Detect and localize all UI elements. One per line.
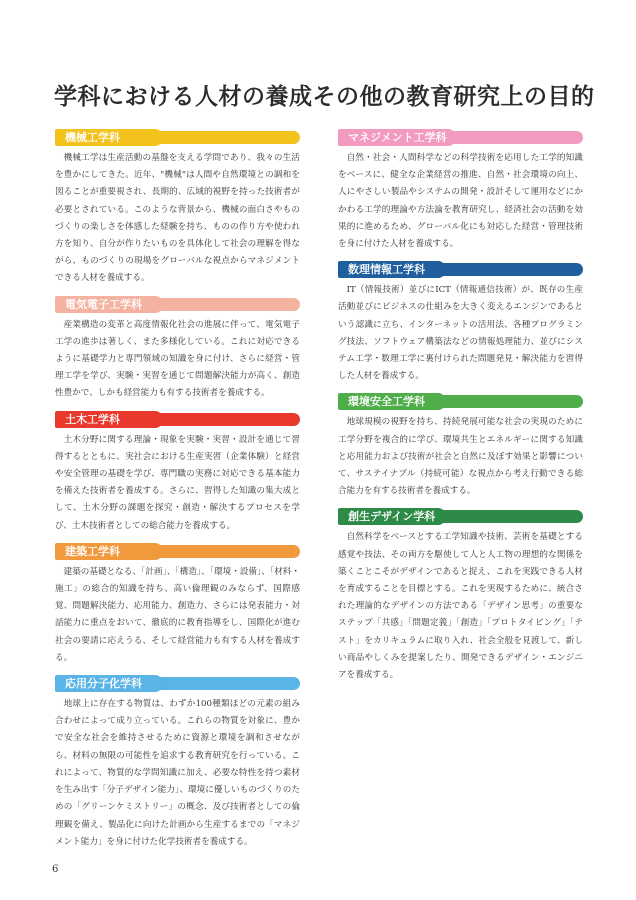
section-bar-chemistry xyxy=(55,677,300,690)
section-text-civil: 土木分野に関する理論・現象を実験・実習・設計を通じて習得するとともに、実社会における生産実習（企業体験）と経営や安全管理の基礎を学び、専門職の実務に対応できる基本能力を備えた技術者を養成する。さらに、習得した知識の集大成として、土木分野の課題を探究・創造・解決するプロセスを学び、土木技術者としての総合能力を養成する。 xyxy=(55,434,300,531)
section-text-management: 自然・社会・人間科学などの科学技術を応用した工学的知識をベースに、健全な企業経営の推進、自然・社会環境の向上、人にやさしい製品やシステムの開発・設計そして運用などにかかわる工学的理論や方法論を教育研究し、経済社会の活動を効果的に進めるため、グローバル化にも対応した経営・管理技術を身に付けた人材を養成する。 xyxy=(338,153,583,250)
page-title: 学科における人材の養成その他の教育研究上の目的 xyxy=(54,84,595,110)
section-heading-chemistry: 応用分子化学科 xyxy=(55,675,163,692)
section-environment xyxy=(338,395,583,500)
section-civil xyxy=(55,413,300,535)
section-heading-architecture: 建築工学科 xyxy=(55,543,163,560)
section-bar-architecture xyxy=(55,545,300,558)
section-bar-math xyxy=(338,263,583,276)
section-heading-environment: 環境安全工学科 xyxy=(338,393,446,410)
section-heading-mechanical: 機械工学科 xyxy=(55,129,163,146)
section-bar-design xyxy=(338,510,583,523)
section-bar-mechanical xyxy=(55,131,300,144)
section-bar-civil xyxy=(55,413,300,426)
section-bar-electrical xyxy=(55,298,300,311)
section-mechanical xyxy=(55,131,300,288)
section-architecture xyxy=(55,545,300,667)
left-column xyxy=(55,131,300,861)
section-heading-design: 創生デザイン学科 xyxy=(338,508,446,525)
section-text-chemistry: 地球上に存在する物質は、わずか100種類ほどの元素の組み合わせによって成り立っている。これらの物質を対象に、豊かで安全な社会を維持させるために資源と環境を調和させながら、材料の無限の可能性を追求する教育研究を行っている。これによって、物質的な学問知識に加え、必要な特性を持つ素材を生み出す「分子デザイン能力」、環境に優しいものづくりのための「グリーンケミストリー」の概念、及び技術者としての倫理観を備え、製品化に向けた計画から生産するまでの「マネジメント能力」を身に付けた化学技術者を養成する。 xyxy=(55,699,300,847)
section-electrical xyxy=(55,298,300,403)
section-design xyxy=(338,510,583,684)
section-heading-civil: 土木工学科 xyxy=(55,411,163,428)
section-math xyxy=(338,263,583,385)
page-number: 6 xyxy=(52,864,59,875)
right-column xyxy=(338,131,583,694)
section-text-architecture: 建築の基礎となる、「計画」、「構造」、「環境・設備」、「材料・施工」の総合的知識を持ち、高い倫理観のみならず、国際感覚、問題解決能力、応用能力、創造力、さらには発表能力・対話能力に重点をおいて、徹底的に教育指導をし、国際化が進む社会の要請に応えうる、そして経営能力も有する人材を養成する。 xyxy=(55,566,300,663)
section-heading-math: 数理情報工学科 xyxy=(338,261,446,278)
section-bar-management xyxy=(338,131,583,144)
section-text-math: IT（情報技術）並びにICT（情報通信技術）が、既存の生産活動並びにビジネスの仕組みを大きく変えるエンジンであるという認識に立ち、インターネットの活用法、各種プログラミング技法、ソフトウェア構築法などの情報処理能力、並びにシステム工学・数理工学に裏付けられた問題発見・解決能力を習得した人材を養成する。 xyxy=(338,285,583,382)
section-text-electrical: 産業構造の変革と高度情報化社会の進展に伴って、電気電子工学の進歩は著しく、また多様化している。これに対応できるように基礎学力と専門領域の知識を身に付け、さらに経営・管理工学を学び、実験・実習を通じて問題解決能力が高く、創造性豊かで、しかも経営能力も有する技術者を養成する。 xyxy=(55,319,300,399)
section-heading-management: マネジメント工学科 xyxy=(338,129,456,146)
section-text-environment: 地球規模の視野を持ち、持続発展可能な社会の実現のために工学分野を複合的に学び、環境共生とエネルギーに関する知識と応用能力および技術が社会と自然に及ぼす効果と影響について、サステイナブル（持続可能）な視点から考え行動できる総合能力を有する技術者を養成する。 xyxy=(338,417,583,497)
section-management xyxy=(338,131,583,253)
section-heading-electrical: 電気電子工学科 xyxy=(55,296,163,313)
section-text-design: 自然科学をベースとする工学知識や技術、芸術を基礎とする感覚や技法、その両方を駆使して人と人工物の理想的な関係を築くことこそがデザインであると捉え、これを実践できる人材を育成することを目標とする。これを実現するために、統合された理論的なデザインの方法である「デザイン思考」の重要なステップ「共感」「問題定義」「創造」「プロトタイピング」「テスト」をカリキュラムに取り入れ、社会全般を見渡して、新しい商品やしくみを提案したり、開発できるデザイン・エンジニアを養成する。 xyxy=(338,532,583,681)
section-chemistry xyxy=(55,677,300,851)
section-text-mechanical: 機械工学は生産活動の基盤を支える学問であり、我々の生活を豊かにしてきた。近年、"機械"は人間や自然環境との調和を図ることが重要視され、長期的、広域的視野を持った技術者が必要とされている。このような背景から、機械の面白さやものづくりの楽しさを体感した経験を持ち、ものの作り方や使われ方を知り、自分が作りたいものを具体化して社会の理解を得ながら、ものづくりの現場をグローバルな視点からマネジメントできる人材を養成する。 xyxy=(55,153,300,284)
section-bar-environment xyxy=(338,395,583,408)
